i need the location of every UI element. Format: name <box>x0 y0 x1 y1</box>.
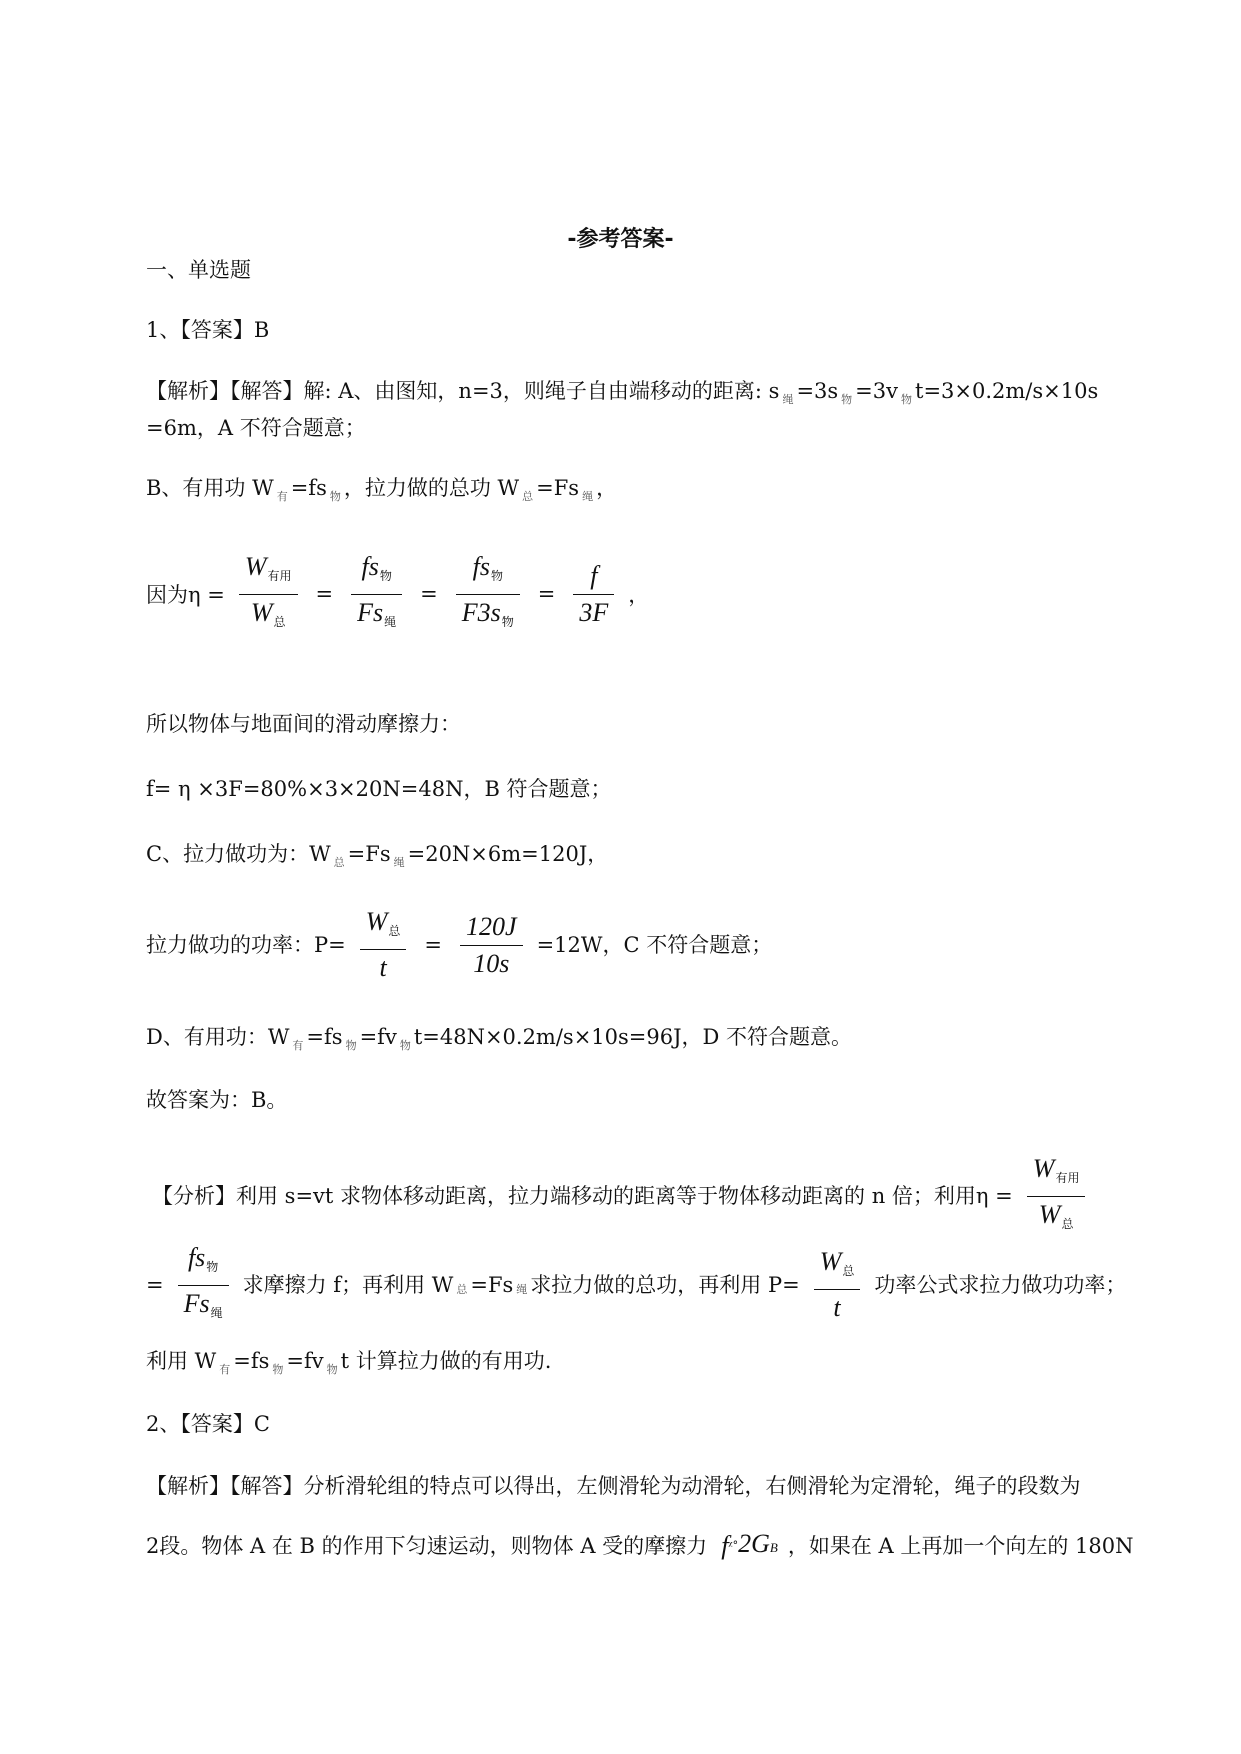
conclusion: 故答案为：B。 <box>146 1088 288 1112</box>
subscript: 绳 <box>516 1283 528 1296</box>
numerator: fs物 <box>472 551 503 583</box>
analysis-line1 <box>152 1153 1099 1236</box>
denominator: F3s物 <box>461 597 514 629</box>
weight-term: 2GB <box>738 1529 778 1558</box>
numerator: W有用 <box>1032 1153 1080 1185</box>
q1-analysis-line2: =6m，A 不符合题意； <box>146 416 366 440</box>
subscript: 物 <box>329 490 341 503</box>
numerator: fs物 <box>187 1242 219 1274</box>
text: 求摩擦力 f；再利用 W <box>242 1273 454 1297</box>
text: =fv <box>286 1349 324 1373</box>
text: t 计算拉力做的有用功. <box>340 1349 552 1373</box>
fraction <box>456 552 520 637</box>
text: = <box>146 1273 164 1297</box>
denominator: Fs绳 <box>183 1288 223 1320</box>
text: =12W，C 不符合题意； <box>536 933 773 957</box>
q1-option-c <box>146 840 608 872</box>
text: =fs <box>233 1349 270 1373</box>
p-label: 拉力做功的功率：P= <box>146 933 346 957</box>
text: =fv <box>359 1025 397 1049</box>
fraction <box>178 1243 229 1328</box>
fraction <box>351 552 402 637</box>
power-formula <box>146 905 772 985</box>
text: =Fs <box>536 476 580 500</box>
friction-calc: f= η ×3F=80%×3×20N=48N，B 符合题意； <box>146 777 612 801</box>
text: t=48N×0.2m/s×10s=96J，D 不符合题意。 <box>413 1025 853 1049</box>
text: ， <box>596 476 618 500</box>
denominator: 3F <box>579 597 609 627</box>
q1-option-b <box>146 474 617 506</box>
equals: = <box>424 933 443 957</box>
fraction <box>1027 1154 1086 1239</box>
numerator: f <box>590 560 598 590</box>
friction-intro: 所以物体与地面间的滑动摩擦力： <box>146 712 461 736</box>
denominator: t <box>833 1293 841 1322</box>
text: ，如果在 A 上再加一个向左的 180N <box>787 1534 1134 1558</box>
denominator: t <box>379 953 387 982</box>
text: 【分析】利用 s=vt 求物体移动距离，拉力端移动的距离等于物体移动距离的 n 倍；利用η = <box>152 1184 1013 1208</box>
text: t=3×0.2m/s×10s <box>915 379 1099 403</box>
equals: = <box>315 582 334 606</box>
text: =Fs <box>347 842 391 866</box>
subscript: 总 <box>456 1283 468 1296</box>
numerator: W总 <box>819 1247 855 1278</box>
subscript: 物 <box>901 393 912 406</box>
fraction <box>573 561 614 628</box>
page-title: -参考答案- <box>567 227 674 252</box>
text: 功率公式求拉力做功功率； <box>874 1273 1127 1297</box>
text: 利用 W <box>146 1349 217 1373</box>
text: =fs <box>290 476 327 500</box>
text: 【解析】【解答】解: A、由图知，n=3，则绳子自由端移动的距离: s <box>146 379 780 403</box>
equals: = <box>420 582 438 606</box>
subscript: 物 <box>272 1363 284 1376</box>
text: C、拉力做功为：W <box>146 842 331 866</box>
q2-analysis-line2 <box>146 1530 1134 1562</box>
subscript: 有 <box>292 1039 304 1052</box>
subscript: 物 <box>326 1363 338 1376</box>
text: 2段。物体 A 在 B 的作用下匀速运动，则物体 A 受的摩擦力 <box>146 1534 708 1558</box>
subscript: 绳 <box>582 490 594 503</box>
fraction <box>239 552 298 637</box>
denominator: W总 <box>1038 1199 1074 1231</box>
numerator: W有用 <box>244 551 292 583</box>
analysis-line3 <box>146 1347 551 1379</box>
fraction <box>460 912 523 979</box>
subscript: 物 <box>345 1039 357 1052</box>
subscript: 绳 <box>393 856 405 869</box>
text: ， <box>628 583 650 607</box>
text: =20N×6m=120J， <box>407 842 609 866</box>
q1-analysis-line1 <box>146 377 1098 409</box>
subscript: 物 <box>399 1039 411 1052</box>
fraction <box>814 1247 861 1323</box>
denominator: Fs绳 <box>357 597 397 629</box>
efficiency-formula <box>146 551 650 634</box>
denominator: 10s <box>473 948 510 978</box>
denominator: W总 <box>250 597 286 629</box>
subscript: 绳 <box>782 393 794 406</box>
text: =3v <box>855 379 898 403</box>
subscript: 有 <box>276 490 288 503</box>
subscript: 总 <box>522 490 534 503</box>
numerator: 120J <box>466 911 517 941</box>
eta-label: 因为η = <box>146 583 225 607</box>
numerator: W总 <box>365 907 401 938</box>
fraction <box>360 907 407 983</box>
friction-symbol: f <box>721 1531 729 1560</box>
text: ，拉力做的总功 W <box>343 476 520 500</box>
q1-option-d <box>146 1023 852 1055</box>
q2-analysis-line1: 【解析】【解答】分析滑轮组的特点可以得出，左侧滑轮为动滑轮，右侧滑轮为定滑轮，绳子的段数为 <box>146 1474 1081 1498</box>
text: =Fs <box>470 1273 514 1297</box>
subscript: 有 <box>219 1363 231 1376</box>
subscript: 总 <box>333 856 345 869</box>
subscript: 物 <box>841 393 853 406</box>
equals: = <box>537 582 556 606</box>
text: D、有用功：W <box>146 1025 290 1049</box>
analysis-line2 <box>146 1242 1127 1325</box>
text: 求拉力做的总功，再利用 P= <box>530 1273 800 1297</box>
q1-answer: 1、【答案】B <box>146 318 270 342</box>
text: =fs <box>306 1025 343 1049</box>
section-heading: 一、单选题 <box>146 258 251 282</box>
numerator: fs物 <box>361 551 392 583</box>
text: =3s <box>796 379 839 403</box>
text: B、有用功 W <box>146 476 274 500</box>
q2-answer: 2、【答案】C <box>146 1412 270 1436</box>
relation-symbol: ᵡ° <box>728 1539 739 1552</box>
